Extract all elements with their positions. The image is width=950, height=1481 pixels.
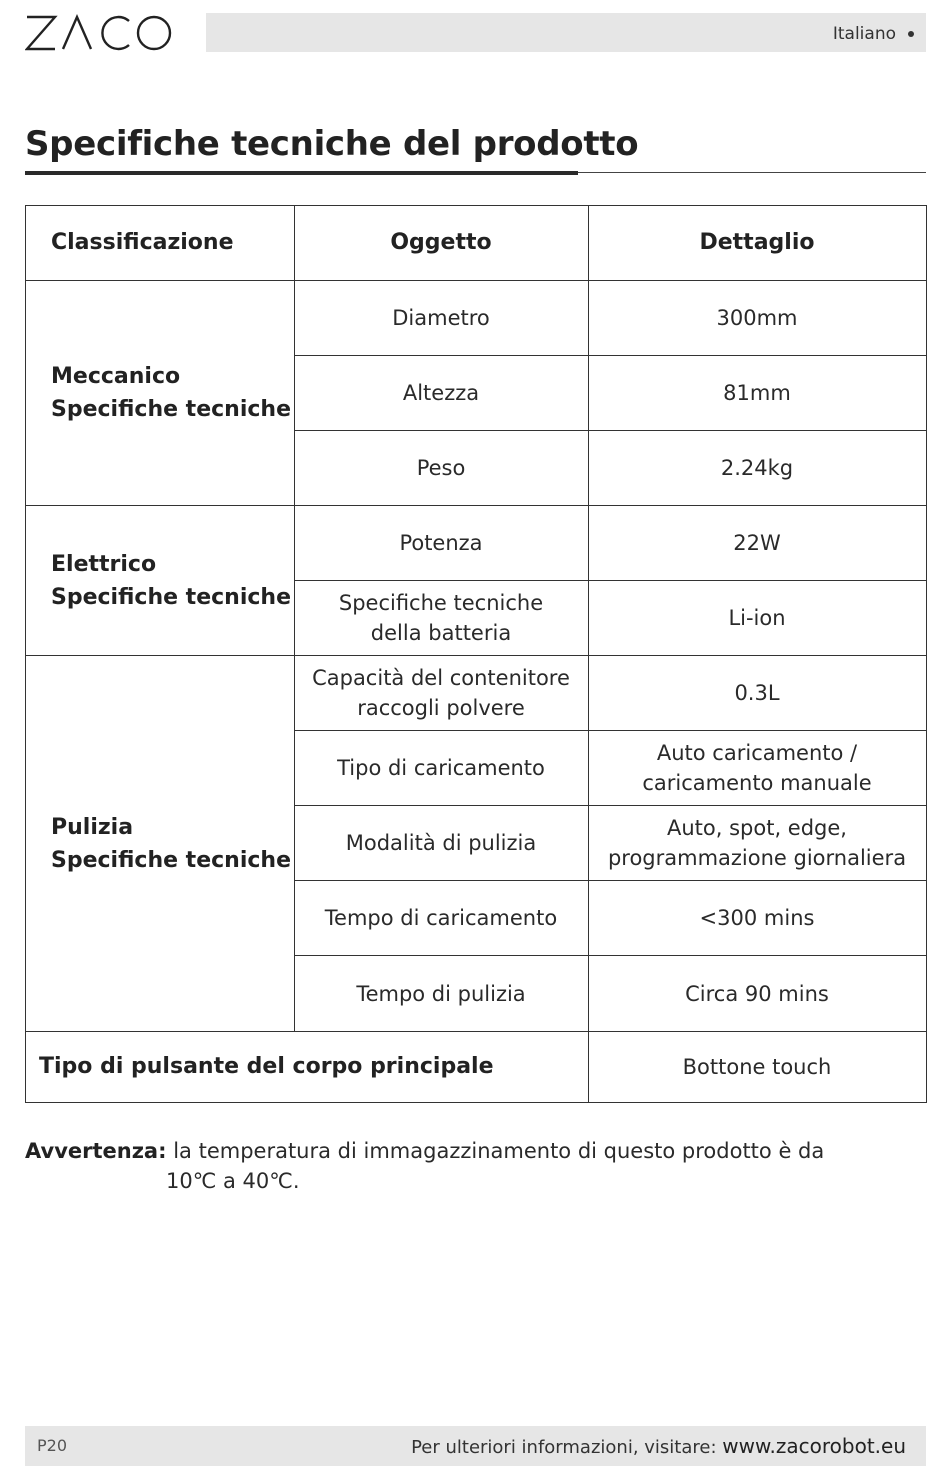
classification-line: Specifiche tecniche [51,397,291,422]
classification-cleaning [26,656,294,1031]
item-cell: Tipo di caricamento [337,756,545,780]
bullet-icon [908,31,914,37]
item-line: della batteria [370,621,512,645]
header-item: Oggetto [390,230,492,255]
footer-text: Per ulteriori informazioni, visitare: [411,1437,717,1458]
language-indicator [833,24,914,44]
button-type-detail: Bottone touch [682,1055,832,1079]
detail-cell [588,731,926,805]
classification-line: Meccanico [51,364,181,389]
detail-cell: Circa 90 mins [685,981,829,1006]
header-classification: Classificazione [51,230,234,255]
warning-text-continued: 10℃ a 40℃. [166,1169,300,1193]
item-line: raccogli polvere [357,696,525,720]
item-cell: Peso [416,456,466,480]
classification-line: Pulizia [51,814,134,840]
detail-line: caricamento manuale [642,771,872,795]
classification-mechanical [26,281,294,505]
header-detail: Dettaglio [699,230,815,255]
warning-label: Avvertenza: [25,1139,167,1163]
classification-electrical [26,506,294,655]
detail-line: programmazione giornaliera [607,846,907,870]
item-cell: Potenza [399,531,483,555]
detail-cell [588,806,926,880]
website-link[interactable]: www.zacorobot.eu [722,1434,906,1458]
warning-text: la temperatura di immagazzinamento di questo prodotto è da [173,1139,825,1163]
item-cell [294,656,588,730]
language-label: Italiano [832,24,896,44]
item-cell [294,581,588,655]
item-line: Specifiche tecniche [338,591,544,615]
detail-cell: 2.24kg [720,456,794,480]
page-number: P20 [37,1436,68,1455]
footer-bar [25,1426,926,1466]
item-line: Capacità del contenitore [312,666,570,690]
classification-line: Elettrico [51,551,157,577]
detail-cell: 300mm [716,306,798,330]
button-type-label: Tipo di pulsante del corpo principale [39,1054,494,1079]
title-underline [25,171,578,175]
detail-cell: 0.3L [734,681,780,705]
detail-cell: 22W [733,531,781,555]
detail-cell: 81mm [723,381,791,405]
classification-line: Specifiche tecniche [51,584,291,610]
spec-table [25,205,927,1103]
detail-cell: <300 mins [699,906,815,930]
item-cell: Tempo di caricamento [324,906,558,930]
item-cell: Tempo di pulizia [356,981,526,1006]
page-title: Specifiche tecniche del prodotto [25,124,639,164]
item-cell: Diametro [392,306,490,330]
detail-line: Auto caricamento / [656,741,858,765]
header-bar [206,13,926,52]
item-cell: Modalità di pulizia [345,831,537,855]
classification-line: Specifiche tecniche [51,847,291,873]
item-cell: Altezza [402,381,480,405]
footer-info [411,1434,906,1458]
detail-cell: Li-ion [728,606,786,630]
zaco-logo [25,12,175,54]
storage-warning [25,1136,925,1193]
detail-line: Auto, spot, edge, [667,816,847,840]
